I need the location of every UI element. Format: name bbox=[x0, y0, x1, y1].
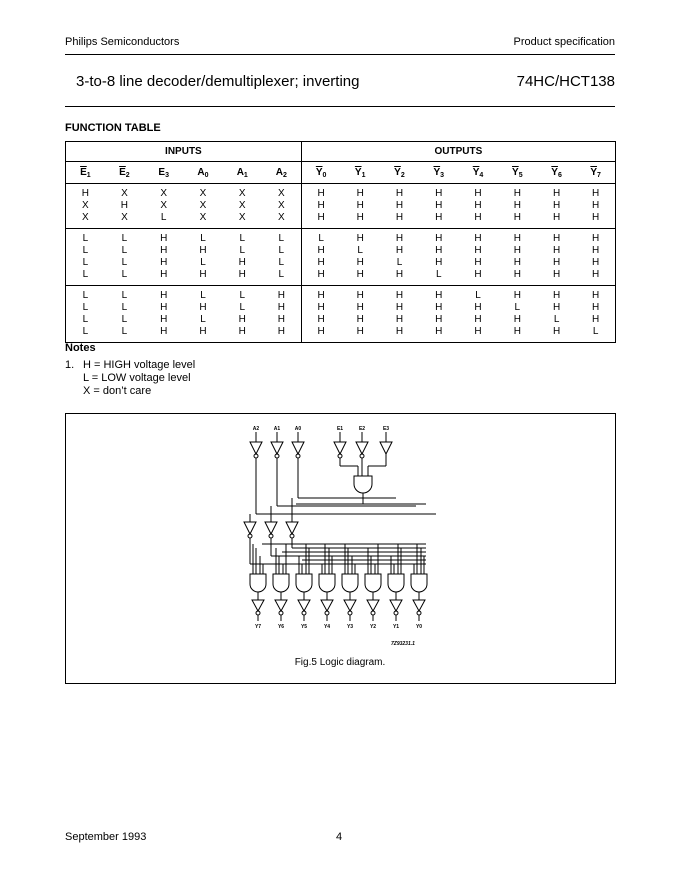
table-cell: H H H H bbox=[144, 286, 183, 343]
label-y1: Y1 bbox=[392, 624, 400, 630]
table-cell: L H H H bbox=[301, 229, 340, 286]
table-cell: H H H H bbox=[262, 286, 301, 343]
table-cell: H H H H bbox=[419, 286, 458, 343]
table-cell: X X L bbox=[160, 188, 168, 223]
table-group-header bbox=[66, 142, 616, 162]
input-buffer-a2 bbox=[250, 432, 262, 458]
column-header: $\overline{Y}_7$ bbox=[576, 162, 615, 184]
header-company: Philips Semiconductors bbox=[65, 36, 180, 48]
table-cell: X X X bbox=[199, 188, 207, 223]
table-cell: H H L H bbox=[537, 286, 576, 343]
table-cell: H H H bbox=[592, 188, 600, 223]
table-cell: L L H H bbox=[223, 286, 262, 343]
footer-page: 4 bbox=[336, 831, 343, 843]
table-cell: H H H H bbox=[498, 229, 537, 286]
table-cell: H H H H bbox=[341, 286, 380, 343]
table-cell: L L L L bbox=[105, 229, 144, 286]
label-y3: Y3 bbox=[346, 624, 354, 630]
logic-diagram-figure bbox=[65, 413, 616, 684]
table-cell: H H H bbox=[552, 188, 561, 223]
table-cell: L L L L bbox=[66, 229, 105, 286]
input-buffer-a1 bbox=[271, 432, 283, 458]
table-cell: H H H bbox=[301, 184, 340, 229]
note-item: H = HIGH voltage level bbox=[83, 359, 196, 371]
table-cell: L H H H bbox=[458, 286, 497, 343]
table-cell: L H L H bbox=[183, 286, 222, 343]
table-cell: L L L L bbox=[66, 286, 105, 343]
inputs-header: INPUTS bbox=[66, 142, 302, 162]
column-header: $\overline{Y}_0$ bbox=[301, 162, 340, 184]
column-header: $\overline{Y}_1$ bbox=[341, 162, 380, 184]
table-cell: H L H H bbox=[498, 286, 537, 343]
label-y7: Y7 bbox=[254, 624, 262, 630]
note-item: X = don’t care bbox=[83, 385, 152, 397]
table-cell: H L H H bbox=[341, 229, 380, 286]
footer-date: September 1993 bbox=[65, 831, 147, 843]
table-cell: H H H H bbox=[458, 229, 497, 286]
column-header: $E_3$ bbox=[144, 162, 183, 184]
label-a0: A0 bbox=[294, 426, 302, 432]
label-e3: E3 bbox=[382, 426, 390, 432]
figure-caption: Fig.5 Logic diagram. bbox=[294, 657, 386, 668]
input-buffer-a0 bbox=[292, 432, 304, 458]
function-table-heading: FUNCTION TABLE bbox=[65, 122, 161, 134]
nand-gate-y7 bbox=[250, 544, 266, 621]
table-row-group bbox=[66, 184, 616, 229]
column-header: $A_2$ bbox=[262, 162, 301, 184]
column-header: $\overline{E}_1$ bbox=[66, 162, 105, 184]
table-cell: H H H bbox=[474, 188, 482, 223]
column-header: $\overline{Y}_6$ bbox=[537, 162, 576, 184]
header-doc-type: Product specification bbox=[513, 36, 615, 48]
table-cell: X X X bbox=[238, 188, 246, 223]
header-rule bbox=[65, 54, 615, 55]
column-header: $A_0$ bbox=[183, 162, 222, 184]
label-y6: Y6 bbox=[277, 624, 285, 630]
table-cell: H H H H bbox=[144, 229, 183, 286]
table-cell: H H H bbox=[356, 188, 364, 223]
label-a2: A2 bbox=[252, 426, 260, 432]
table-row-group bbox=[66, 286, 616, 343]
figure-code: 7Z93231.1 bbox=[391, 641, 415, 647]
table-cell: L L H H bbox=[223, 229, 262, 286]
part-number: 74HC/HCT138 bbox=[516, 73, 615, 90]
table-cell: L L L L bbox=[262, 229, 301, 286]
notes-number: 1. bbox=[65, 359, 75, 371]
page-title: 3-to-8 line decoder/demultiplexer; inverting bbox=[76, 73, 360, 90]
table-cell: H H H H bbox=[537, 229, 576, 286]
notes-heading: Notes bbox=[65, 342, 96, 354]
label-y0: Y0 bbox=[415, 624, 423, 630]
column-header: $\overline{Y}_2$ bbox=[380, 162, 419, 184]
column-header: $\overline{E}_2$ bbox=[105, 162, 144, 184]
table-cell: H H H H bbox=[301, 286, 340, 343]
table-cell: H X X bbox=[81, 188, 89, 223]
table-cell: H H H bbox=[435, 188, 443, 223]
column-header: $A_1$ bbox=[223, 162, 262, 184]
label-e2: E2 bbox=[358, 426, 366, 432]
table-cell: L L L L bbox=[105, 286, 144, 343]
table-cell: H H H bbox=[395, 188, 404, 223]
label-y4: Y4 bbox=[323, 624, 331, 630]
column-header: $\overline{Y}_4$ bbox=[458, 162, 497, 184]
label-e1: E1 bbox=[336, 426, 344, 432]
table-cell: H H L H bbox=[380, 229, 419, 286]
label-y5: Y5 bbox=[300, 624, 308, 630]
label-a1: A1 bbox=[273, 426, 281, 432]
table-cell: H H H bbox=[513, 188, 521, 223]
outputs-header: OUTPUTS bbox=[301, 142, 615, 162]
table-column-header bbox=[66, 162, 616, 184]
table-cell: H H H L bbox=[576, 286, 615, 343]
table-cell: X H X bbox=[120, 188, 129, 223]
table-cell: X X X bbox=[278, 188, 285, 223]
table-row-group bbox=[66, 229, 616, 286]
column-header: $\overline{Y}_5$ bbox=[498, 162, 537, 184]
table-cell: L H L H bbox=[183, 229, 222, 286]
table-cell: H H H H bbox=[576, 229, 615, 286]
column-header: $\overline{Y}_3$ bbox=[419, 162, 458, 184]
table-cell: H H H L bbox=[419, 229, 458, 286]
logic-diagram bbox=[66, 414, 615, 683]
title-rule bbox=[65, 106, 615, 107]
label-y2: Y2 bbox=[369, 624, 377, 630]
function-table bbox=[65, 141, 616, 343]
note-item: L = LOW voltage level bbox=[83, 372, 191, 384]
table-cell: H H H H bbox=[380, 286, 419, 343]
